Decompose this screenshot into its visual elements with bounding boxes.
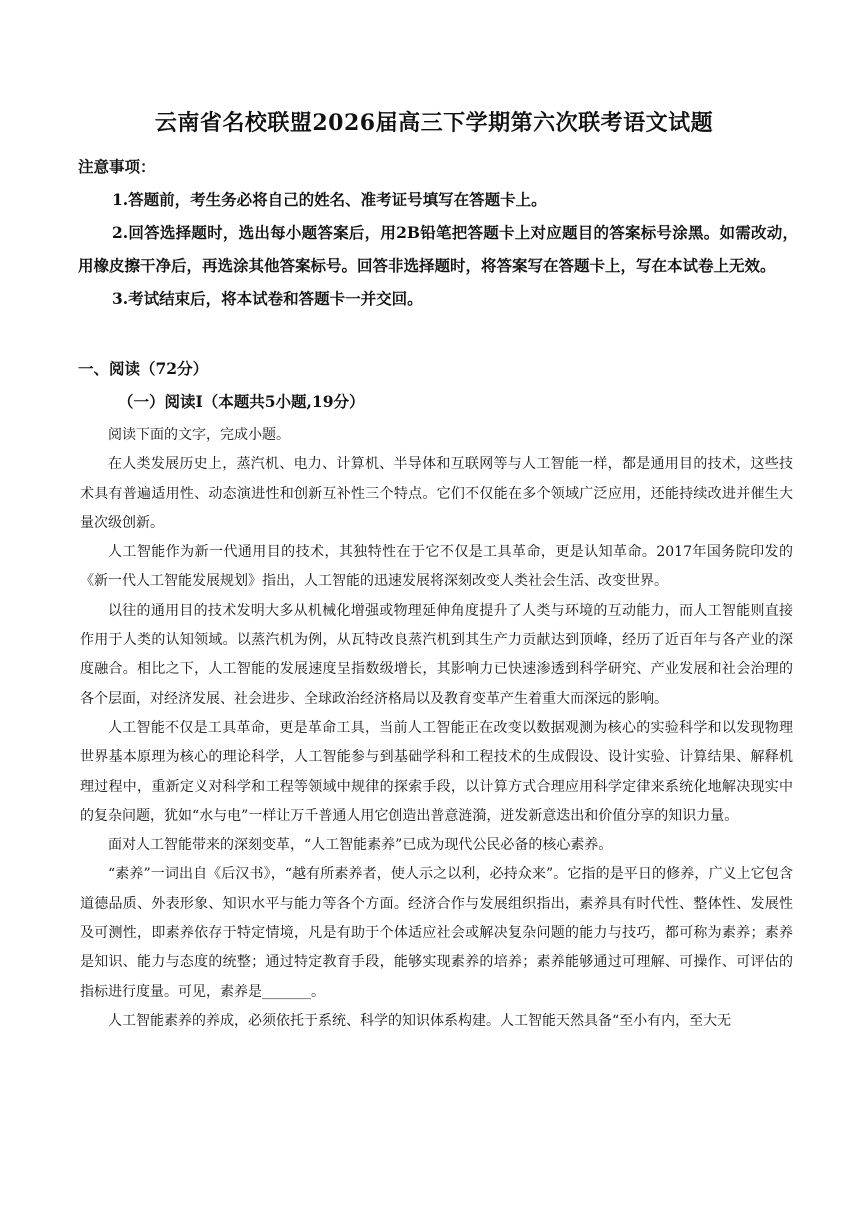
- exam-title: 云南省名校联盟2026届高三下学期第六次联考语文试题: [154, 110, 714, 136]
- notice-item-3: 3.考试结束后，将本试卷和答题卡一并交回。: [112, 289, 423, 308]
- paragraph: 阅读下面的文字，完成小题。: [108, 427, 290, 443]
- passage: [80, 421, 793, 1036]
- notice-heading: 注意事项：: [78, 157, 156, 176]
- paragraph: 人工智能不仅是工具革命，更是革命工具，当前人工智能正在改变以数据观测为核心的实验科学和以发现物理世界基本原理为核心的理论科学，人工智能参与到基础学科和工程技术的生成假设、设计实验、计算结果、解释机理过程中，重新定义对科学和工程等领域中规律的探索手段，以计算方式合理应用科学定律来系统化地解决现实中的复杂问题，犹如“水与电”一样让万千普通人用它创造出普意涟漪，迸发新意迭出和价值分享的知识力量。: [80, 719, 793, 824]
- paragraph: 人工智能素养的养成，必须依托于系统、科学的知识体系构建。人工智能天然具备“至小有内，至大无: [108, 1012, 732, 1029]
- notice-item-2: 2.回答选择题时，选出每小题答案后，用2B铅笔把答题卡上对应题目的答案标号涂黑。如需改动，用橡皮擦干净后，再选涂其他答案标号。回答非选择题时，将答案写在答题卡上，写在本试卷上无效。: [78, 223, 798, 275]
- notice-item-1: 1.答题前，考生务必将自己的姓名、准考证号填写在答题卡上。: [112, 190, 547, 209]
- paragraph: 人工智能作为新一代通用目的技术，其独特性在于它不仅是工具革命，更是认知革命。2017年国务院印发的《新一代人工智能发展规划》指出，人工智能的迅速发展将深刻改变人类社会生活、改变世界。: [80, 544, 793, 590]
- paragraph: 在人类发展历史上，蒸汽机、电力、计算机、半导体和互联网等与人工智能一样，都是通用目的技术，这些技术具有普遍适用性、动态演进性和创新互补性三个特点。它们不仅能在多个领域广泛应用，还能持续改进并催生大量次级创新。: [80, 456, 793, 531]
- subsection-heading: （一）阅读Ⅰ（本题共5小题,19分）: [118, 392, 365, 411]
- paragraph: “素养”一词出自《后汉书》，“越有所素养者，使人示之以利，必持众来”。它指的是平日的修养，广义上它包含道德品质、外表形象、知识水平与能力等各个方面。经济合作与发展组织指出，素养具有时代性、整体性、发展性及可测性，即素养依存于特定情境，凡是有助于个体适应社会或解决复杂问题的能力与技巧，都可称为素养；素养是知识、能力与态度的统整；通过特定教育手段，能够实现素养的培养；素养能够通过可理解、可操作、可评估的指标进行度量。可见，素养是_______。: [80, 866, 793, 1000]
- paragraph: 以往的通用目的技术发明大多从机械化增强或物理延伸角度提升了人类与环境的互动能力，而人工智能则直接作用于人类的认知领域。以蒸汽机为例，从瓦特改良蒸汽机到其生产力贡献达到顶峰，经历了近百年与各产业的深度融合。相比之下，人工智能的发展速度呈指数级增长，其影响力已快速渗透到科学研究、产业发展和社会治理的各个层面，对经济发展、社会进步、全球政治经济格局以及教育变革产生着重大而深远的影响。: [80, 602, 793, 707]
- paragraph: 面对人工智能带来的深刻变革，“人工智能素养”已成为现代公民必备的核心素养。: [108, 837, 613, 854]
- notice-section: [78, 150, 798, 315]
- section-heading: 一、阅读（72分）: [78, 359, 209, 378]
